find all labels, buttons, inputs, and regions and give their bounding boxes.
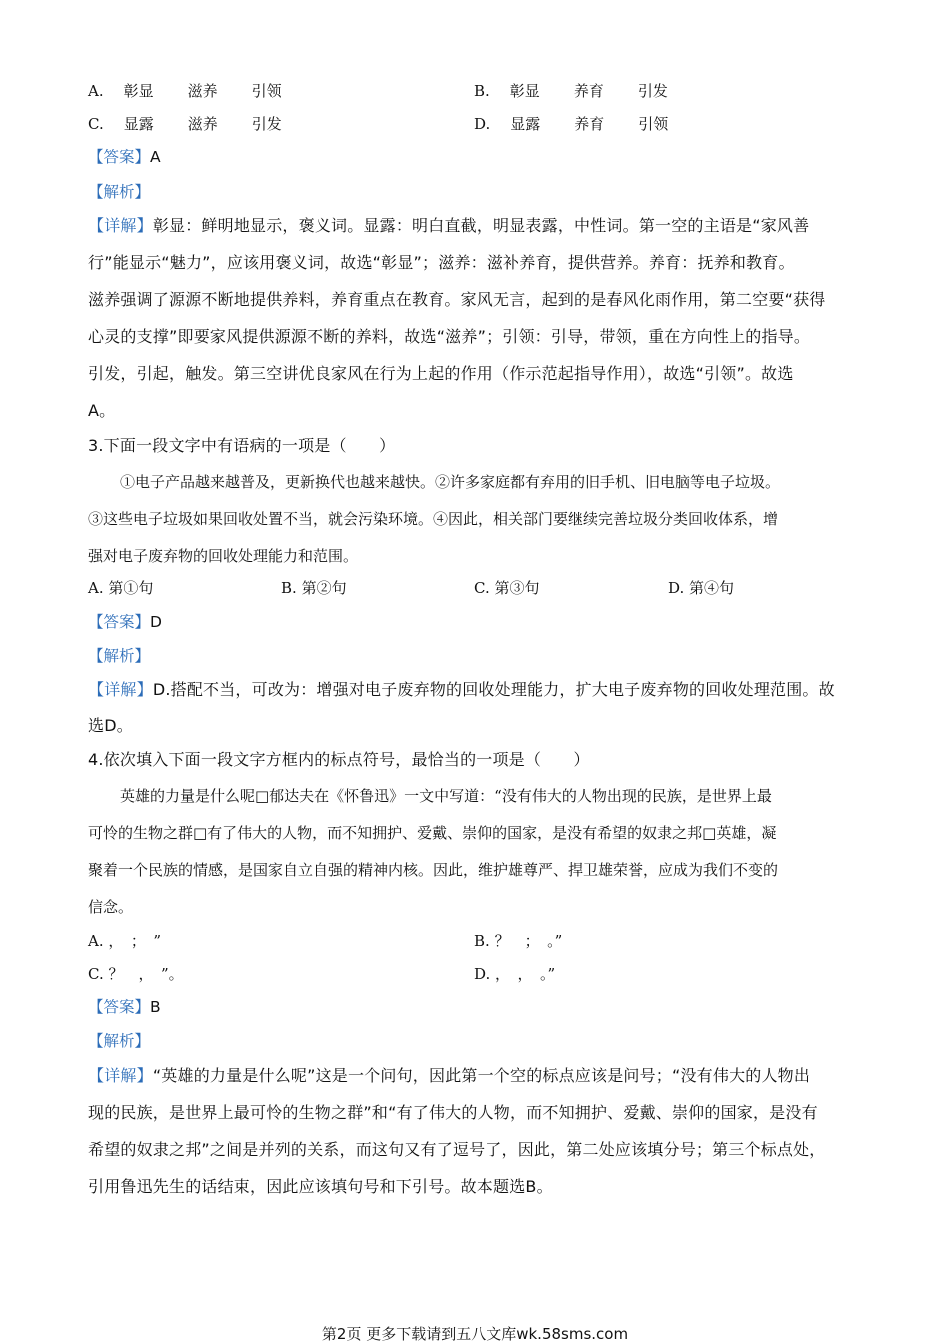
q4-stem: 4.依次填入下面一段文字方框内的标点符号，最恰当的一项是（ ）	[88, 750, 590, 769]
q4-detail-line: 希望的奴隶之邦”之间是并列的关系，而这句又有了逗号了，因此，第二处应该填分号；第三个标点处，	[88, 1140, 826, 1159]
q2-detail-line: 行”能显示“魅力”，应该用褒义词，故选“彰显”；滋养：滋补养育，提供营养。养育：抚养和教育。	[88, 253, 795, 272]
q4-detail-line: 【详解】“英雄的力量是什么呢”这是一个问句，因此第一个空的标点应该是问号；“没有伟大的人物出	[88, 1066, 811, 1085]
q2-detail-line: A。	[88, 401, 116, 420]
q2-option-d: D. 显露 养育 引领	[474, 115, 669, 133]
q4-analysis-tag: 【解析】	[88, 1032, 151, 1050]
q2-option-c: C. 显露 滋养 引发	[88, 115, 282, 133]
q4-answer: 【答案】B	[88, 998, 161, 1016]
q4-passage-line: 英雄的力量是什么呢□郁达夫在《怀鲁迅》一文中写道：“没有伟大的人物出现的民族，是世界上最	[120, 787, 772, 805]
q3-passage-line: ①电子产品越来越普及，更新换代也越来越快。②许多家庭都有弃用的旧手机、旧电脑等电子垃圾。	[120, 473, 781, 491]
q3-detail-line: 选D。	[88, 716, 133, 735]
q3-option-c: C. 第③句	[474, 579, 540, 597]
q2-detail-line: 心灵的支撑”即要家风提供源源不断的养料，故选“滋养”；引领：引导，带领，重在方向性上的指导。	[88, 327, 811, 346]
q2-analysis-tag: 【解析】	[88, 183, 151, 201]
q2-answer: 【答案】A	[88, 148, 161, 166]
q4-detail-line: 引用鲁迅先生的话结束，因此应该填句号和下引号。故本题选B。	[88, 1177, 553, 1196]
q2-detail-line: 引发，引起，触发。第三空讲优良家风在行为上起的作用（作示范起指导作用），故选“引领”。故选	[88, 364, 794, 383]
q3-analysis-tag: 【解析】	[88, 647, 151, 665]
q3-detail-line: 【详解】D.搭配不当，可改为：增强对电子废弃物的回收处理能力，扩大电子废弃物的回收处理范围。故	[88, 680, 835, 699]
q4-option-d: D. ， ， 。”	[474, 965, 556, 983]
q3-option-a: A. 第①句	[88, 579, 154, 597]
q2-option-b: B. 彰显 养育 引发	[474, 82, 668, 100]
q4-passage-line: 可怜的生物之群□有了伟大的人物，而不知拥护、爱戴、崇仰的国家，是没有希望的奴隶之邦□英雄，凝	[88, 824, 777, 842]
q4-option-a: A. ， ； ”	[88, 932, 162, 950]
q3-stem: 3.下面一段文字中有语病的一项是（ ）	[88, 436, 396, 455]
q3-option-b: B. 第②句	[281, 579, 347, 597]
q3-option-d: D. 第④句	[668, 579, 735, 597]
q4-option-c: C. ？ ， ”。	[88, 965, 184, 983]
q2-option-a: A. 彰显 滋养 引领	[88, 82, 282, 100]
q3-answer: 【答案】D	[88, 613, 162, 631]
q2-detail-line: 【详解】彰显：鲜明地显示，褒义词。显露：明白直截，明显表露，中性词。第一空的主语是“家风善	[88, 216, 810, 235]
q2-detail-line: 滋养强调了源源不断地提供养料，养育重点在教育。家风无言，起到的是春风化雨作用，第二空要“获得	[88, 290, 826, 309]
q4-passage-line: 信念。	[88, 898, 134, 916]
q3-passage-line: 强对电子废弃物的回收处理能力和范围。	[88, 547, 359, 565]
q4-passage-line: 聚着一个民族的情感，是国家自立自强的精神内核。因此，维护雄尊严、捍卫雄荣誉，应成为我们不变的	[88, 861, 779, 879]
page-footer: 第2页 更多下载请到五八文库wk.58sms.com	[321, 1325, 629, 1343]
q4-detail-line: 现的民族，是世界上最可怜的生物之群”和“有了伟大的人物，而不知拥护、爱戴、崇仰的国家，是没有	[88, 1103, 818, 1122]
q4-option-b: B. ？ ； 。”	[474, 932, 563, 950]
q3-passage-line: ③这些电子垃圾如果回收处置不当，就会污染环境。④因此，相关部门要继续完善垃圾分类回收体系，增	[88, 510, 779, 528]
